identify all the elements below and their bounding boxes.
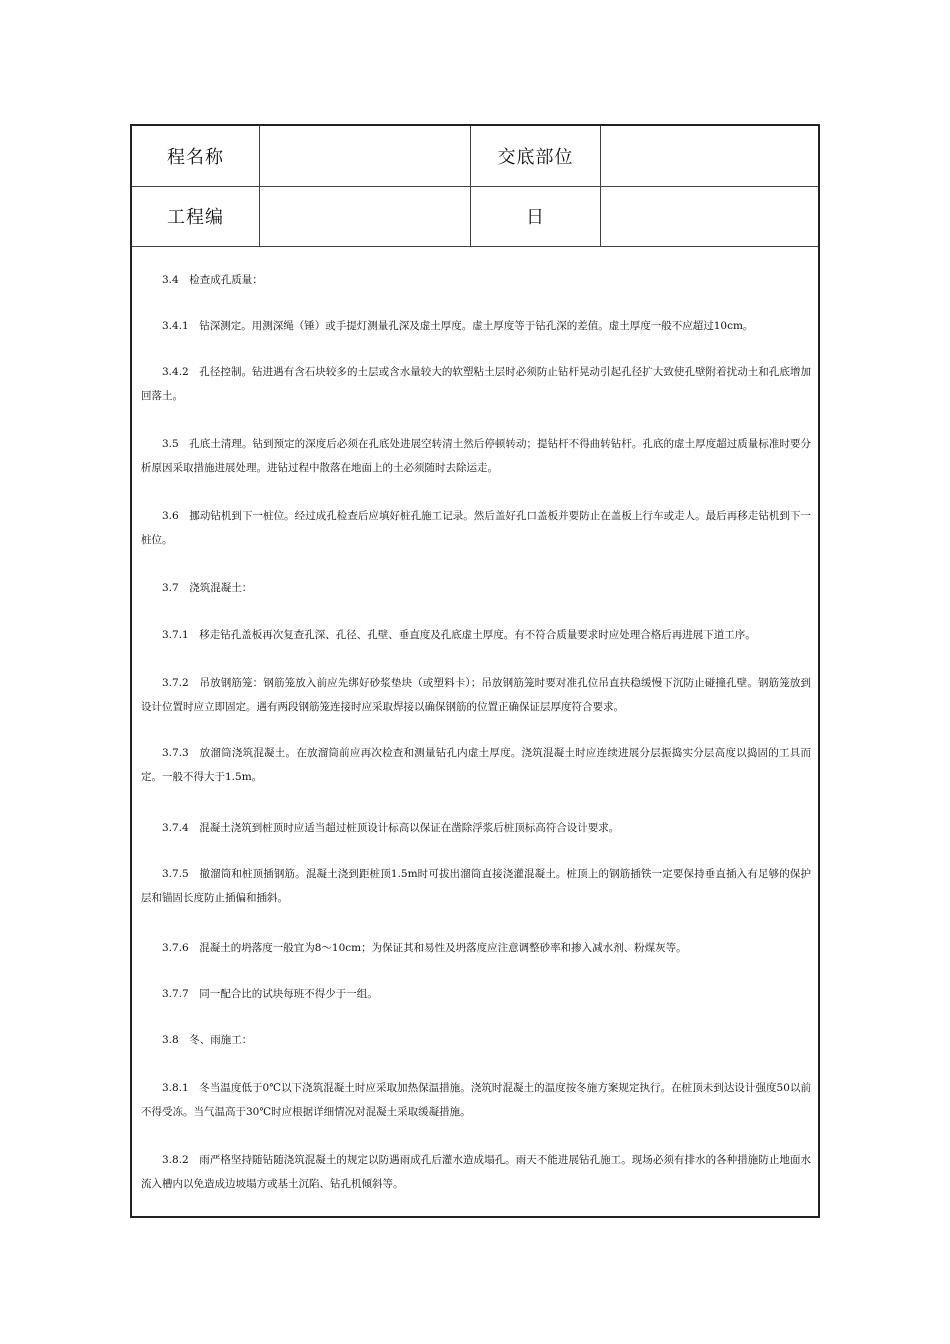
- paragraph-3-8-1: 3.8.1 冬当温度低于0℃以下浇筑混凝土时应采取加热保温措施。浇筑时混凝土的温度按冬施方案规定执行。在桩顶未到达设计强度50以前不得受冻。当气温高于30℃时应根据详细情况对混凝土采取缓凝措施。: [141, 1082, 811, 1118]
- header-row-2: [132, 186, 818, 247]
- project-code-label: 工程编: [132, 186, 260, 246]
- paragraph-3-7-5: 3.7.5 撤溜筒和桩顶插钢筋。混凝土浇到距桩顶1.5m时可拔出溜筒直接浇灌混凝土。桩顶上的钢筋插铁一定要保持垂直插入有足够的保护层和锚固长度防止插偏和插斜。: [141, 868, 811, 904]
- paragraph-3-7-2: 3.7.2 吊放钢筋笼：钢筋笼放入前应先绑好砂浆垫块（或塑料卡）；吊放钢筋笼时要对准孔位吊直扶稳缓慢下沉防止碰撞孔壁。钢筋笼放到设计位置时应立即固定。遇有两段钢筋笼连接时应采取焊接以确保钢筋的位置正确保证层厚度符合要求。: [141, 677, 811, 713]
- paragraph-3-7-7: 3.7.7 同一配合比的试块每班不得少于一组。: [162, 988, 378, 1000]
- disclosure-part-value[interactable]: [601, 126, 820, 186]
- project-name-label: 程名称: [132, 126, 260, 186]
- paragraph-3-4: 3.4 检查成孔质量：: [162, 274, 263, 286]
- disclosure-part-label: 交底部位: [471, 126, 601, 186]
- paragraph-3-7-1: 3.7.1 移走钻孔盖板再次复查孔深、孔径、孔壁、垂直度及孔底虚土厚度。有不符合质量要求时应处理合格后再进展下道工序。: [162, 629, 756, 641]
- paragraph-3-6: 3.6 挪动钻机到下一桩位。经过成孔检查后应填好桩孔施工记录。然后盖好孔口盖板并要防止在盖板上行车或走人。最后再移走钻机到下一桩位。: [141, 510, 811, 546]
- paragraph-3-8-2: 3.8.2 雨严格坚持随钻随浇筑混凝土的规定以防遇雨成孔后灌水造成塌孔。雨天不能进展钻孔施工。现场必须有排水的各种措施防止地面水流入槽内以免造成边坡塌方或基土沉陷、钻孔机倾斜等。: [141, 1154, 811, 1190]
- project-code-value[interactable]: [260, 186, 471, 246]
- date-value[interactable]: [601, 186, 820, 246]
- paragraph-3-4-1: 3.4.1 钻深测定。用测深绳（锤）或手提灯测量孔深及虚土厚度。虚土厚度等于钻孔深的差值。虚土厚度一般不应超过10cm。: [162, 320, 754, 332]
- project-name-value[interactable]: [260, 126, 471, 186]
- paragraph-3-7-6: 3.7.6 混凝土的坍落度一般宜为8～10cm；为保证其和易性及坍落度应注意调整砂率和掺入减水剂、粉煤灰等。: [162, 942, 687, 954]
- paragraph-3-7: 3.7 浇筑混凝土：: [162, 582, 253, 594]
- paragraph-3-8: 3.8 冬、雨施工：: [162, 1034, 253, 1046]
- paragraph-3-7-3: 3.7.3 放溜筒浇筑混凝土。在放溜筒前应再次检查和测量钻孔内虚土厚度。浇筑混凝土时应连续进展分层振捣实分层高度以捣固的工具而定。一般不得大于1.5m。: [141, 747, 811, 783]
- header-row-1: [132, 126, 818, 187]
- paragraph-3-7-4: 3.7.4 混凝土浇筑到桩顶时应适当超过桩顶设计标高以保证在凿除浮浆后桩顶标高符合设计要求。: [162, 822, 620, 834]
- paragraph-3-5: 3.5 孔底土清理。钻到预定的深度后必须在孔底处进展空转清土然后停顿转动；提钻杆不得曲转钻杆。孔底的虚土厚度超过质量标准时要分析原因采取措施进展处理。进钻过程中散落在地面上的土必须随时去除运走。: [141, 438, 811, 474]
- paragraph-3-4-2: 3.4.2 孔径控制。钻进遇有含石块较多的土层或含水量较大的软塑粘土层时必须防止钻杆晃动引起孔径扩大致使孔壁附着扰动土和孔底增加回落土。: [141, 366, 811, 402]
- disclosure-form: [130, 124, 820, 1218]
- date-label: 日: [471, 186, 601, 246]
